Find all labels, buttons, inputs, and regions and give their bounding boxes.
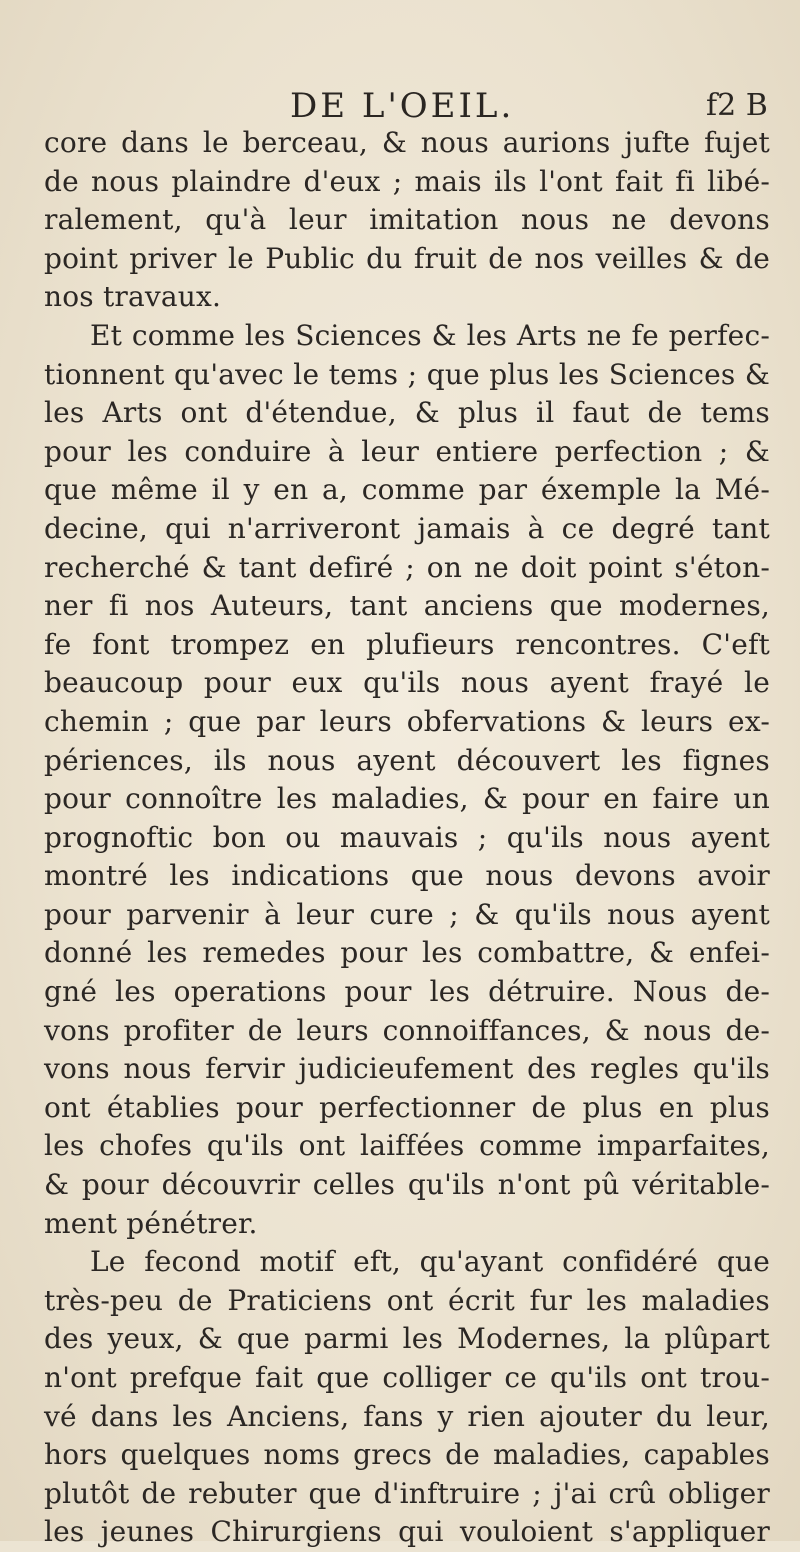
text-line: vons profiter de leurs connoiffances, & nous de- bbox=[44, 1013, 770, 1047]
text-line: Et comme les Sciences & les Arts ne fe perfec- bbox=[90, 318, 770, 352]
text-line: prognoftic bon ou mauvais ; qu'ils nous ayent bbox=[44, 820, 770, 854]
text-line: decine, qui n'arriveront jamais à ce degré tant bbox=[44, 511, 770, 545]
text-line: que même il y en a, comme par éxemple la Mé- bbox=[44, 473, 770, 507]
text-line: recherché & tant defiré ; on ne doit point s'éton- bbox=[44, 550, 770, 584]
text-line: pour les conduire à leur entiere perfection ; & bbox=[44, 434, 770, 468]
text-line: très-peu de Praticiens ont écrit fur les maladies bbox=[44, 1283, 770, 1317]
text-line: les jeunes Chirurgiens qui vouloient s'appliquer bbox=[44, 1515, 770, 1549]
text-line: gné les operations pour les détruire. Nous de- bbox=[44, 975, 770, 1009]
text-line: n'ont prefque fait que colliger ce qu'ils ont trou- bbox=[44, 1361, 770, 1394]
text-line: nos travaux. bbox=[44, 280, 222, 314]
text-line: fe font trompez en plufieurs rencontres. C'eft bbox=[44, 627, 770, 661]
text-line: les Arts ont d'étendue, & plus il faut de tems bbox=[44, 396, 770, 430]
text-line: Le fecond motif eft, qu'ayant confidéré que bbox=[90, 1245, 770, 1279]
text-line: vons nous fervir judicieufement des regles qu'ils bbox=[44, 1052, 770, 1086]
text-line: des yeux, & que parmi les Modernes, la plûpart bbox=[44, 1322, 770, 1356]
text-line: ment pénétrer. bbox=[44, 1206, 258, 1240]
text-line: tionnent qu'avec le tems ; que plus les Sciences & bbox=[44, 357, 770, 391]
text-line: hors quelques noms grecs de maladies, capables bbox=[44, 1438, 770, 1472]
page-number: f2 B bbox=[706, 88, 768, 123]
text-line: core dans le berceau, & nous aurions jufte fujet bbox=[44, 126, 770, 159]
text-line: périences, ils nous ayent découvert les fignes bbox=[44, 743, 770, 777]
text-line: les chofes qu'ils ont laiffées comme imparfaites, bbox=[44, 1129, 770, 1163]
text-line: plutôt de rebuter que d'inftruire ; j'ai crû obliger bbox=[44, 1476, 770, 1510]
text-line: pour parvenir à leur cure ; & qu'ils nous ayent bbox=[44, 897, 770, 931]
text-line: ralement, qu'à leur imitation nous ne devons bbox=[44, 203, 770, 237]
text-line: de nous plaindre d'eux ; mais ils l'ont fait fi libé- bbox=[44, 164, 770, 198]
text-line: vé dans les Anciens, fans y rien ajouter du leur, bbox=[44, 1399, 770, 1433]
text-line: & pour découvrir celles qu'ils n'ont pû véritable- bbox=[44, 1168, 770, 1202]
body-text bbox=[44, 124, 770, 1552]
text-line: chemin ; que par leurs obfervations & leurs ex- bbox=[44, 704, 770, 738]
text-line: ont établies pour perfectionner de plus en plus bbox=[44, 1090, 770, 1124]
text-line: beaucoup pour eux qu'ils nous ayent frayé le bbox=[44, 666, 770, 700]
running-head: DE L'OEIL. bbox=[290, 86, 515, 126]
text-line: point priver le Public du fruit de nos veilles & de bbox=[44, 241, 770, 275]
text-line: montré les indications que nous devons avoir bbox=[44, 859, 770, 893]
page-header bbox=[0, 84, 800, 128]
text-line: pour connoître les maladies, & pour en faire un bbox=[44, 782, 770, 816]
text-line: donné les remedes pour les combattre, & enfei- bbox=[44, 936, 770, 970]
text-line: ner fi nos Auteurs, tant anciens que modernes, bbox=[44, 589, 770, 623]
